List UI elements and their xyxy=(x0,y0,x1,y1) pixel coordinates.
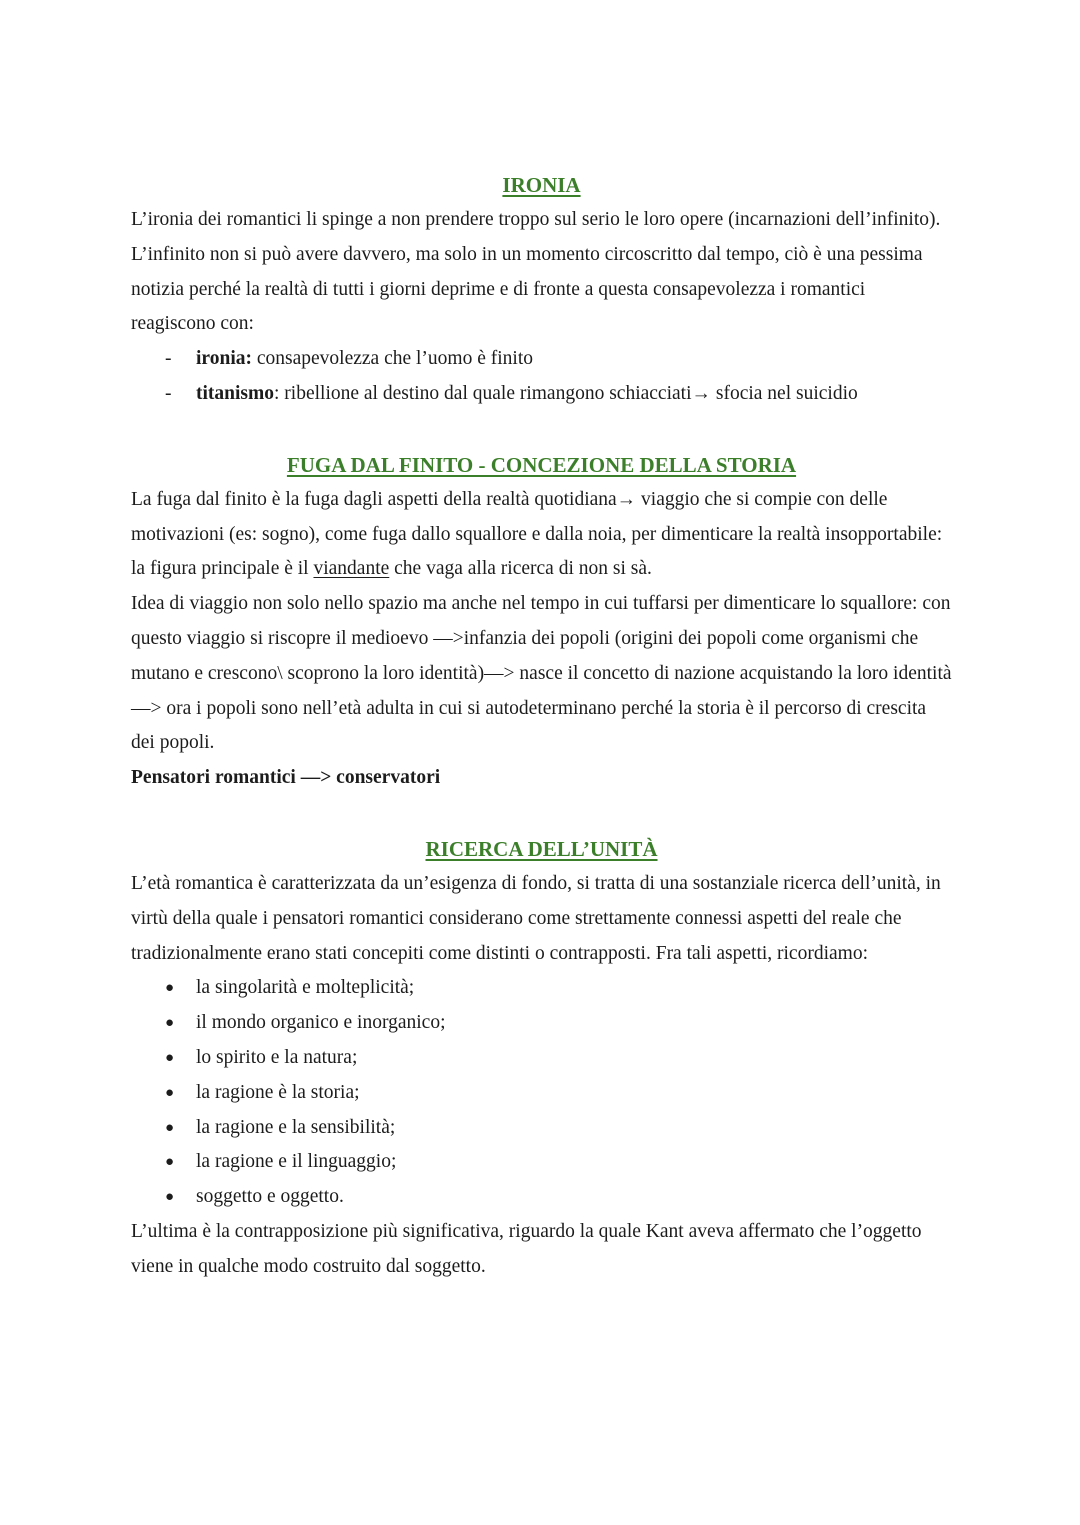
bold-statement: Pensatori romantici —> conservatori xyxy=(131,767,441,789)
list-item xyxy=(131,1041,952,1076)
paragraph: L’ultima è la contrapposizione più significativa, riguardo la quale Kant aveva affermato che l’oggetto viene in qualche modo costruito dal soggetto. xyxy=(131,1220,922,1277)
bullet-marker: ● xyxy=(165,1015,175,1032)
bullet-marker: ● xyxy=(165,1119,175,1136)
bullet-list xyxy=(131,971,952,1215)
list-item xyxy=(131,971,952,1006)
paragraph: Idea di viaggio non solo nello spazio ma anche nel tempo in cui tuffarsi per dimenticare lo squallore: con questo viaggio si riscopre il medioevo —>infanzia dei popoli (origini dei popoli come organismi che mutano e crescono\ scoprono la loro identità)—> nasce il concetto di nazione acquistando la loro identità—> ora i popoli sono nell’età adulta in cui si autodeterminano perché la storia è il percorso di crescita dei popoli. xyxy=(131,593,952,754)
paragraph: L’infinito non si può avere davvero, ma solo in un momento circoscritto dal tempo, ciò è una pessima notizia perché la realtà di tutti i giorni deprime e di fronte a questa consapevolezza i romantici reagiscono con: xyxy=(131,243,923,335)
list-item-text: la ragione è la storia; xyxy=(196,1081,360,1103)
list-item xyxy=(131,377,952,412)
section-spacer xyxy=(131,412,952,448)
list-item xyxy=(131,342,952,377)
list-item xyxy=(131,1180,952,1215)
list-item-term: titanismo xyxy=(196,382,274,404)
paragraph: L’ironia dei romantici li spinge a non prendere troppo sul serio le loro opere (incarnazioni dell’infinito). xyxy=(131,209,941,230)
paragraph-text: La fuga dal finito è la fuga dagli aspetti della realtà quotidiana→ viaggio che si compie con delle motivazioni (es: sogno), come fuga dallo squallore e dalla noia, per dimenticare la realtà insopportabile: la figura principale è il xyxy=(131,488,943,580)
bullet-marker: ● xyxy=(165,1154,175,1171)
list-item-text: la singolarità e molteplicità; xyxy=(196,977,415,999)
list-item xyxy=(131,1111,952,1146)
paragraph xyxy=(131,483,952,587)
bullet-marker: ● xyxy=(165,1084,175,1101)
bullet-marker: ● xyxy=(165,1049,175,1066)
section-spacer xyxy=(131,796,952,832)
list-item xyxy=(131,1076,952,1111)
list-item-text: il mondo organico e inorganico; xyxy=(196,1012,446,1034)
paragraph-bold xyxy=(131,761,952,796)
list-item xyxy=(131,1145,952,1180)
underlined-term: viandante xyxy=(313,558,390,580)
section-title-ironia: IRONIA xyxy=(502,173,581,197)
list-item-text: soggetto e oggetto. xyxy=(196,1186,344,1208)
paragraph-text: che vaga alla ricerca di non si sà. xyxy=(389,558,652,580)
dash-marker: - xyxy=(165,382,172,404)
section-title-fuga-dal-finito: FUGA DAL FINITO - CONCEZIONE DELLA STORIA xyxy=(286,452,797,477)
dash-marker: - xyxy=(165,348,172,370)
list-item-text: lo spirito e la natura; xyxy=(196,1046,358,1068)
list-item xyxy=(131,1006,952,1041)
list-item-text: la ragione e il linguaggio; xyxy=(196,1151,397,1173)
section-title-ricerca-dell-unita: RICERCA DELL’UNITÀ xyxy=(425,836,658,861)
list-item-text: consapevolezza che l’uomo è finito xyxy=(251,348,533,370)
bullet-marker: ● xyxy=(165,1189,175,1206)
list-item-text: : ribellione al destino dal quale rimangono schiacciati→ sfocia nel suicidio xyxy=(274,382,858,404)
dash-list xyxy=(131,342,952,412)
paragraph: L’età romantica è caratterizzata da un’esigenza di fondo, si tratta di una sostanziale ricerca dell’unità, in virtù della quale i pensatori romantici considerano come strettamente connessi aspetti del reale che tradizionalmente erano stati concepiti come distinti o contrapposti. Fra tali aspetti, ricordiamo: xyxy=(131,872,941,964)
list-item-text: la ragione e la sensibilità; xyxy=(196,1116,396,1138)
bullet-marker: ● xyxy=(165,980,175,997)
list-item-term: ironia: xyxy=(196,348,252,370)
